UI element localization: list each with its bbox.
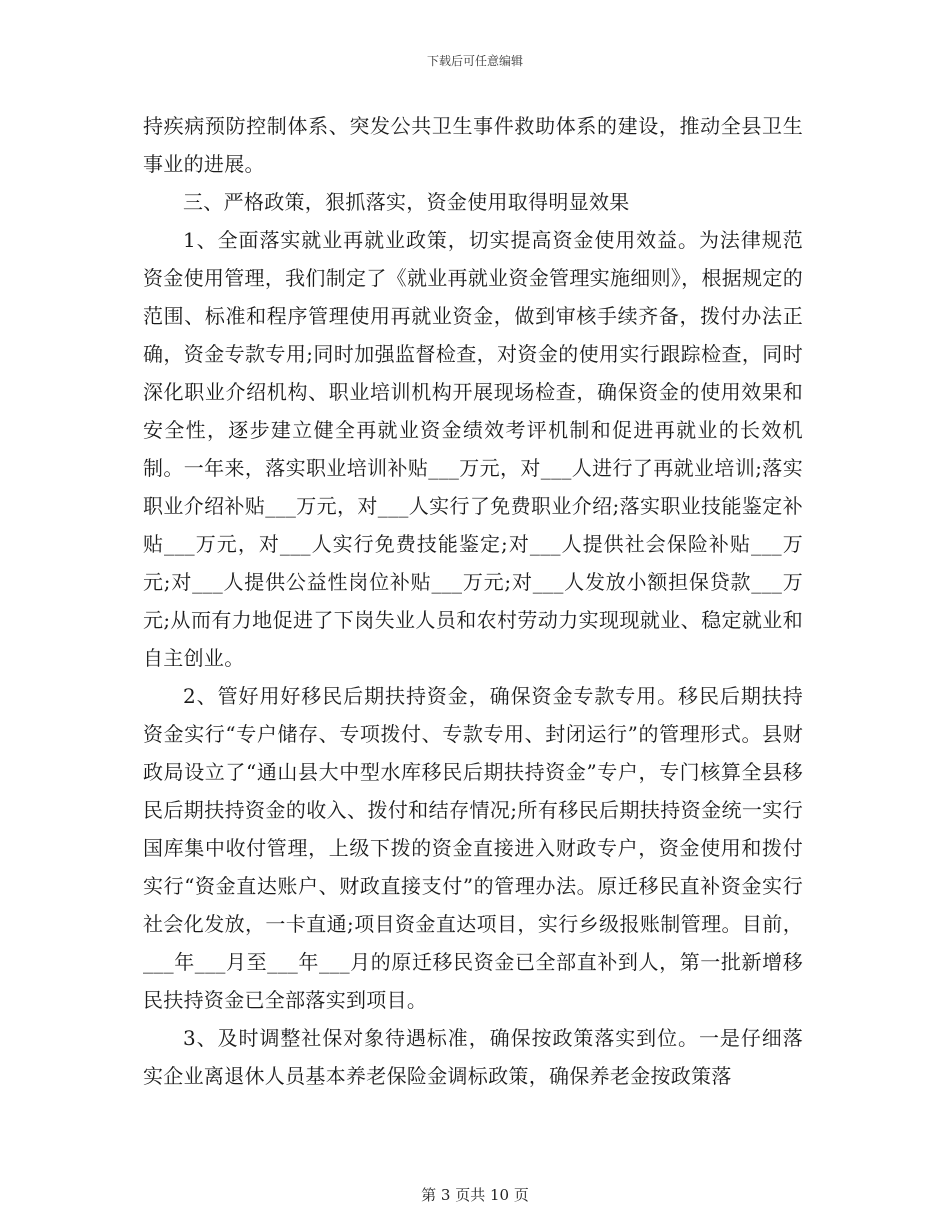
paragraph-resettlement-funds: 2、管好用好移民后期扶持资金，确保资金专款专用。移民后期扶持资金实行“专户储存、专项拨付、专款专用、封闭运行”的管理形式。县财政局设立了“通山县大中型水库移民后期扶持资金”专户，专门核算全县移民后期扶持资金的收入、拨付和结存情况;所有移民后期扶持资金统一实行国库集中收付管理，上级下拨的资金直接进入财政专户，资金使用和拨付实行“资金直达账户、财政直接支付”的管理办法。原迁移民直补资金实行社会化发放，一卡直通;项目资金直达项目，实行乡级报账制管理。目前，___年___月至___年___月的原迁移民资金已全部直补到人，第一批新增移民扶持资金已全部落实到项目。 <box>143 684 803 1012</box>
paragraph-social-security: 3、及时调整社保对象待遇标准，确保按政策落实到位。一是仔细落实企业离退休人员基本养老保险金调标政策，确保养老金按政策落 <box>143 1026 803 1088</box>
document-body <box>143 107 803 1095</box>
section-heading: 三、严格政策，狠抓落实，资金使用取得明显效果 <box>183 190 630 214</box>
paragraph-continuation: 持疾病预防控制体系、突发公共卫生事件救助体系的建设，推动全县卫生事业的进展。 <box>143 114 803 176</box>
paragraph-employment-funds: 1、全面落实就业再就业政策，切实提高资金使用效益。为法律规范资金使用管理，我们制定了《就业再就业资金管理实施细则》，根据规定的范围、标准和程序管理使用再就业资金，做到审核手续齐备，拨付办法正确，资金专款专用;同时加强监督检查，对资金的使用实行跟踪检查，同时深化职业介绍机构、职业培训机构开展现场检查，确保资金的使用效果和安全性，逐步建立健全再就业资金绩效考评机制和促进再就业的长效机制。一年来，落实职业培训补贴___万元，对___人进行了再就业培训;落实职业介绍补贴___万元，对___人实行了免费职业介绍;落实职业技能鉴定补贴___万元，对___人实行免费技能鉴定;对___人提供社会保险补贴___万元;对___人提供公益性岗位补贴___万元;对___人发放小额担保贷款___万元;从而有力地促进了下岗失业人员和农村劳动力实现现就业、稳定就业和自主创业。 <box>143 228 803 670</box>
page-header: 下载后可任意编辑 <box>426 54 523 68</box>
page-number: 第 3 页共 10 页 <box>421 1186 529 1204</box>
